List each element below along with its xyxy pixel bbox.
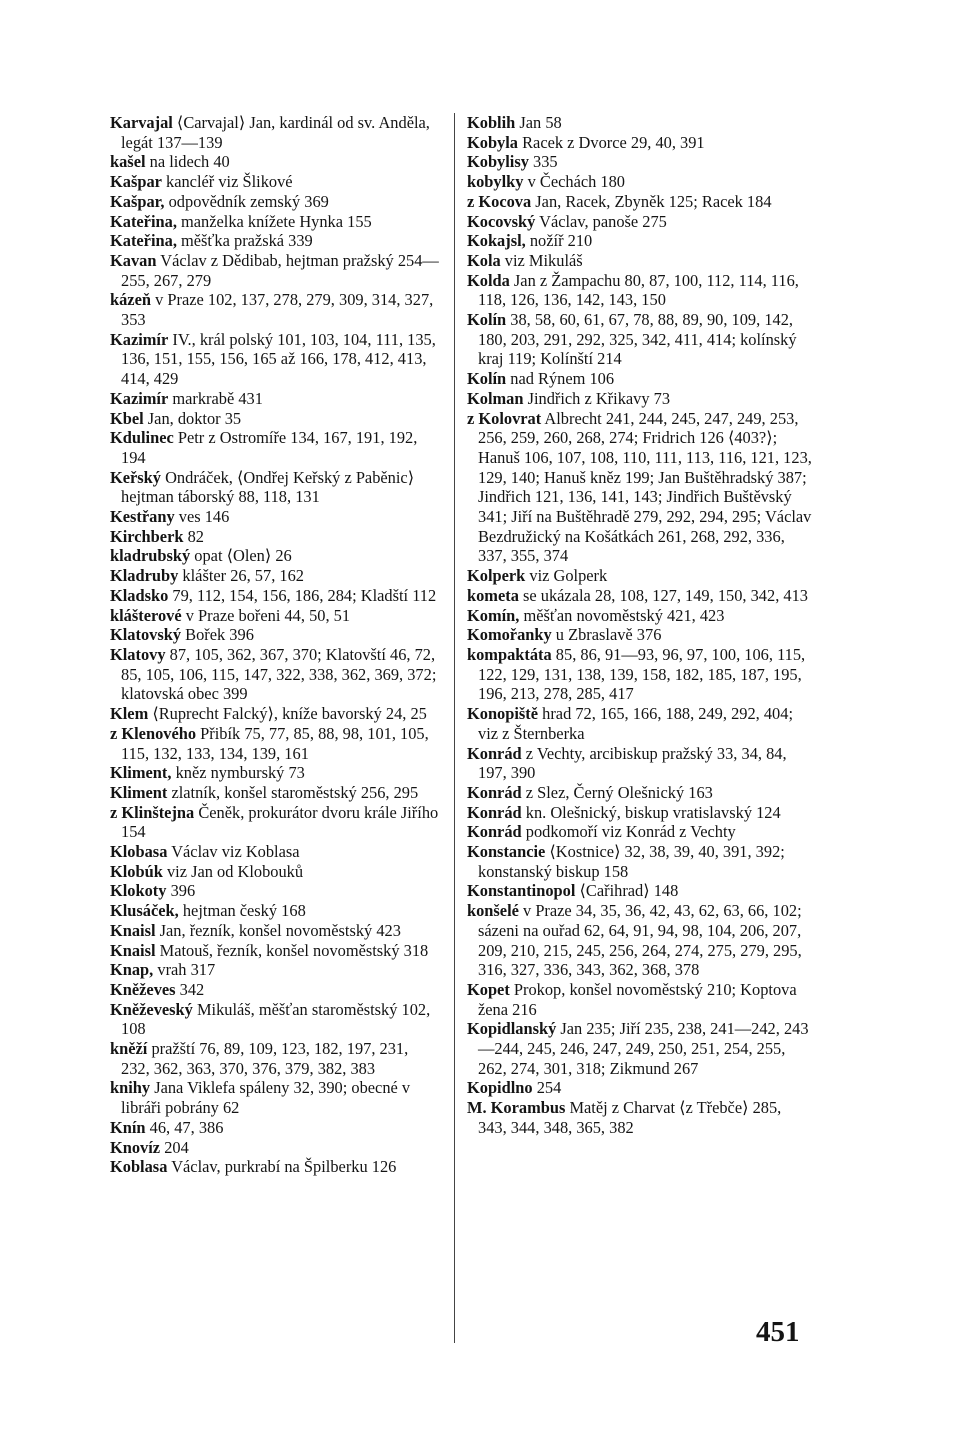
index-entry-references: Jan, řezník, konšel novoměstský 423 bbox=[155, 920, 401, 940]
index-entry bbox=[110, 724, 440, 763]
index-entry-references: manželka knížete Hynka 155 bbox=[176, 211, 372, 231]
index-entry-references: Čeněk, prokurátor dvoru krále Jiřího 154 bbox=[121, 802, 439, 842]
index-entry bbox=[467, 369, 813, 389]
index-entry-headword: kobylky bbox=[467, 172, 524, 192]
index-entry-headword: Kdulinec bbox=[110, 428, 174, 448]
index-entry-headword: Klatovy bbox=[110, 644, 166, 664]
index-entry-headword: Kola bbox=[467, 250, 501, 270]
index-entry bbox=[110, 1118, 440, 1138]
index-entry-headword: Konrád bbox=[467, 822, 522, 842]
index-entry-headword: Klobasa bbox=[110, 842, 168, 862]
index-entry bbox=[467, 901, 813, 980]
index-entry-references: Bořek 396 bbox=[181, 625, 254, 645]
index-entry bbox=[467, 803, 813, 823]
index-entry bbox=[467, 1098, 813, 1137]
index-entry-headword: Komín, bbox=[467, 605, 520, 625]
index-entry-headword: Knaisl bbox=[110, 920, 156, 940]
index-entry bbox=[110, 1039, 440, 1078]
index-entry bbox=[467, 645, 813, 704]
index-entry bbox=[110, 1000, 440, 1039]
index-entry-references: Jan, Racek, Zbyněk 125; Racek 184 bbox=[531, 191, 772, 211]
index-entry-headword: Kašpar bbox=[110, 172, 162, 192]
index-entry bbox=[467, 172, 813, 192]
index-entry-headword: knihy bbox=[110, 1078, 151, 1098]
index-entry-references: 79, 112, 154, 156, 186, 284; Kladští 112 bbox=[168, 585, 437, 605]
index-entry-headword: Kbel bbox=[110, 408, 144, 428]
index-entry-headword: Kolperk bbox=[467, 566, 526, 586]
index-entry bbox=[110, 507, 440, 527]
index-entry bbox=[110, 862, 440, 882]
index-entry-headword: Kavan bbox=[110, 250, 157, 270]
index-entry bbox=[467, 744, 813, 783]
index-entry-headword: Knovíz bbox=[110, 1137, 161, 1157]
index-entry-references: měšťan novoměstský 421, 423 bbox=[519, 605, 725, 625]
index-entry bbox=[110, 586, 440, 606]
index-entry-headword: z Klinštejna bbox=[110, 802, 195, 822]
index-column-left bbox=[110, 113, 440, 1177]
index-entry-headword: Karvajal bbox=[110, 113, 173, 132]
index-entry bbox=[110, 606, 440, 626]
index-entry bbox=[110, 645, 440, 704]
index-entry-headword: Klobúk bbox=[110, 861, 163, 881]
index-entry-references: 342 bbox=[175, 979, 205, 999]
index-entry-references: Jan, doktor 35 bbox=[143, 408, 242, 428]
index-entry-references: kancléř viz Šlikové bbox=[161, 172, 293, 192]
index-entry-references: vrah 317 bbox=[153, 960, 216, 980]
index-entry bbox=[467, 310, 813, 369]
index-entry-headword: Kestřany bbox=[110, 507, 175, 527]
index-entry-headword: Kocovský bbox=[467, 211, 536, 231]
index-entry bbox=[110, 152, 440, 172]
index-entry-headword: z Kocova bbox=[467, 191, 532, 211]
index-entry-headword: Kopidlno bbox=[467, 1078, 533, 1098]
index-entry bbox=[467, 212, 813, 232]
index-entry-references: viz Mikuláš bbox=[500, 250, 583, 270]
index-entry bbox=[467, 409, 813, 567]
index-entry-headword: Kladsko bbox=[110, 585, 169, 605]
index-entry bbox=[467, 980, 813, 1019]
index-entry-headword: Kolda bbox=[467, 270, 510, 290]
index-entry bbox=[110, 1078, 440, 1117]
index-entry-headword: konšelé bbox=[467, 901, 519, 921]
index-entry-references: Jan z Žampachu 80, 87, 100, 112, 114, 116, 118, 126, 136, 142, 143, 150 bbox=[478, 270, 799, 310]
index-entry-headword: Kokajsl, bbox=[467, 231, 526, 251]
index-entry-headword: z Kolovrat bbox=[467, 408, 542, 428]
index-entry-headword: Kněževeský bbox=[110, 999, 193, 1019]
index-entry-references: Václav z Dědibab, hejtman pražský 254—255, 267, 279 bbox=[121, 250, 439, 290]
index-entry-headword: Knín bbox=[110, 1117, 146, 1137]
index-entry-headword: Kolín bbox=[467, 369, 507, 389]
index-entry bbox=[467, 133, 813, 153]
index-entry-references: 396 bbox=[166, 881, 196, 901]
index-entry-references: Albrecht 241, 244, 245, 247, 249, 253, 256, 259, 260, 268, 274; Fridrich 126 ⟨403?⟩; Hanuš 106, 107, 108, 110, 111, 113, 116, 121, 123, 129, 140; Hanuš kněz 199; Jan Buštěhradský 387; Jindřich 121, 136, 141, 143; Jindřich Buštěvský 341; Jiří na Buštěhradě 279, 292, 294, 295; Václav Bezdružický na Košátkách 261, 268, 292, 336, 337, 355, 374 bbox=[478, 408, 812, 566]
index-entry-headword: Klem bbox=[110, 704, 149, 724]
index-entry bbox=[110, 527, 440, 547]
index-entry-headword: Kazimír bbox=[110, 388, 169, 408]
index-entry-references: ⟨Cařihrad⟩ 148 bbox=[575, 881, 679, 901]
index-entry bbox=[467, 783, 813, 803]
index-entry-references: zlatník, konšel staroměstský 256, 295 bbox=[167, 782, 419, 802]
index-entry-headword: Klatovský bbox=[110, 625, 182, 645]
index-entry bbox=[110, 546, 440, 566]
index-entry-references: se ukázala 28, 108, 127, 149, 150, 342, 413 bbox=[518, 585, 808, 605]
index-entry-headword: M. Korambus bbox=[467, 1098, 566, 1118]
index-entry-headword: Kateřina, bbox=[110, 231, 177, 251]
index-entry bbox=[110, 251, 440, 290]
index-entry-headword: kázeň bbox=[110, 290, 151, 310]
index-entry-headword: Kladruby bbox=[110, 566, 179, 586]
index-entry-headword: Kněževes bbox=[110, 979, 176, 999]
index-entry-references: v Praze bořeni 44, 50, 51 bbox=[181, 605, 351, 625]
index-entry-references: viz Golperk bbox=[525, 566, 608, 586]
index-entry bbox=[467, 625, 813, 645]
index-entry-references: ⟨Kostnice⟩ 32, 38, 39, 40, 391, 392; konstanský biskup 158 bbox=[478, 842, 785, 881]
index-entry-headword: kněží bbox=[110, 1039, 148, 1059]
index-entry-references: Jana Viklefa spáleny 32, 390; obecné v libráři pobrány 62 bbox=[121, 1078, 411, 1118]
index-entry bbox=[467, 1019, 813, 1078]
index-entry-headword: Kobyla bbox=[467, 132, 519, 152]
index-entry-references: ⟨Carvajal⟩ Jan, kardinál od sv. Anděla, legát 137—139 bbox=[121, 113, 430, 152]
index-column-right bbox=[467, 113, 813, 1138]
index-entry bbox=[110, 468, 440, 507]
index-entry-headword: kladrubský bbox=[110, 546, 191, 566]
index-entry-headword: Kolman bbox=[467, 388, 524, 408]
index-entry-references: 82 bbox=[183, 526, 204, 546]
index-entry-references: Jan 58 bbox=[515, 113, 562, 132]
index-entry-references: Jindřich z Křikavy 73 bbox=[523, 388, 671, 408]
index-entry bbox=[110, 803, 440, 842]
index-entry-headword: kašel bbox=[110, 152, 146, 172]
index-entry bbox=[467, 113, 813, 133]
index-entry-references: markrabě 431 bbox=[168, 388, 263, 408]
index-entry-headword: Komořanky bbox=[467, 625, 552, 645]
index-entry bbox=[467, 566, 813, 586]
index-entry bbox=[110, 901, 440, 921]
index-entry-headword: Kirchberk bbox=[110, 526, 184, 546]
index-entry-references: Racek z Dvorce 29, 40, 391 bbox=[518, 132, 705, 152]
index-entry-references: 87, 105, 362, 367, 370; Klatovští 46, 72, 85, 105, 106, 115, 147, 322, 338, 362, 369, 372; klatovská obec 399 bbox=[121, 644, 437, 704]
index-entry bbox=[467, 881, 813, 901]
index-entry-references: hrad 72, 165, 166, 188, 249, 292, 404; viz z Šternberka bbox=[478, 704, 793, 743]
index-entry-references: 204 bbox=[160, 1137, 189, 1157]
index-entry-references: viz Jan od Klobouků bbox=[162, 861, 304, 881]
index-entry-references: na lidech 40 bbox=[145, 152, 230, 172]
index-entry-references: podkomoří viz Konrád z Vechty bbox=[521, 822, 736, 842]
index-entry bbox=[110, 428, 440, 467]
index-entry-references: kněz nymburský 73 bbox=[171, 763, 305, 783]
index-entry-references: odpovědník zemský 369 bbox=[164, 191, 329, 211]
index-entry bbox=[467, 1078, 813, 1098]
index-entry bbox=[110, 881, 440, 901]
column-divider bbox=[454, 113, 455, 1343]
index-entry-headword: Kašpar, bbox=[110, 191, 165, 211]
index-entry-references: 335 bbox=[528, 152, 558, 172]
index-entry-references: Petr z Ostromíře 134, 167, 191, 192, 194 bbox=[121, 428, 418, 467]
index-entry bbox=[110, 231, 440, 251]
index-entry-references: Matěj z Charvat ⟨z Třebče⟩ 285, 343, 344, 348, 365, 382 bbox=[478, 1098, 782, 1137]
index-entry bbox=[467, 251, 813, 271]
index-entry bbox=[110, 1138, 440, 1158]
index-entry-references: Prokop, konšel novoměstský 210; Koptova žena 216 bbox=[478, 979, 797, 1019]
index-entry-references: Jan 235; Jiří 235, 238, 241—242, 243—244, 245, 246, 247, 249, 250, 251, 254, 255, 262, 274, 301, 318; Zikmund 267 bbox=[478, 1019, 809, 1078]
index-entry-headword: z Klenového bbox=[110, 723, 197, 743]
index-entry bbox=[110, 763, 440, 783]
index-entry-headword: Knaisl bbox=[110, 940, 156, 960]
index-entry-headword: Kazimír bbox=[110, 329, 169, 349]
index-entry-references: nožíř 210 bbox=[525, 231, 593, 251]
index-entry-references: ⟨Ruprecht Falcký⟩, kníže bavorský 24, 25 bbox=[148, 704, 427, 724]
index-entry bbox=[110, 921, 440, 941]
index-entry bbox=[110, 1157, 440, 1177]
index-entry bbox=[467, 271, 813, 310]
index-entry-references: kn. Olešnický, biskup vratislavský 124 bbox=[521, 802, 781, 822]
index-entry-headword: Konrád bbox=[467, 782, 522, 802]
index-entry-references: v Praze 102, 137, 278, 279, 309, 314, 327, 353 bbox=[121, 290, 434, 330]
index-entry bbox=[467, 152, 813, 172]
index-entry-headword: Kobylisy bbox=[467, 152, 529, 172]
index-entry-headword: Keřský bbox=[110, 467, 161, 487]
index-entry bbox=[110, 330, 440, 389]
index-entry bbox=[110, 980, 440, 1000]
index-entry-references: ves 146 bbox=[174, 507, 230, 527]
index-entry bbox=[110, 409, 440, 429]
index-entry-headword: Kateřina, bbox=[110, 211, 177, 231]
index-entry-references: Mikuláš, měšťan staroměstský 102, 108 bbox=[121, 999, 431, 1039]
index-entry bbox=[467, 704, 813, 743]
index-entry bbox=[467, 822, 813, 842]
index-entry bbox=[467, 606, 813, 626]
index-entry bbox=[110, 212, 440, 232]
index-entry-references: 46, 47, 386 bbox=[145, 1117, 224, 1137]
index-entry-references: klášter 26, 57, 162 bbox=[178, 566, 304, 586]
index-entry bbox=[110, 941, 440, 961]
index-entry-headword: Klusáček, bbox=[110, 901, 179, 921]
index-entry bbox=[110, 172, 440, 192]
index-entry bbox=[110, 192, 440, 212]
index-entry bbox=[110, 113, 440, 152]
index-entry-headword: Kopet bbox=[467, 979, 510, 999]
index-entry-references: 38, 58, 60, 61, 67, 78, 88, 89, 90, 109, 142, 180, 203, 291, 292, 325, 342, 411, 414; kolínský kraj 119; Kolínští 214 bbox=[478, 310, 797, 369]
index-entry-headword: Klokoty bbox=[110, 881, 167, 901]
index-entry-headword: Konopiště bbox=[467, 704, 539, 724]
index-entry-references: měšťka pražská 339 bbox=[176, 231, 313, 251]
page-number: 451 bbox=[756, 1316, 800, 1348]
index-entry-references: Matouš, řezník, konšel novoměstský 318 bbox=[155, 940, 429, 960]
index-entry-references: pražští 76, 89, 109, 123, 182, 197, 231, 232, 362, 363, 370, 376, 379, 382, 383 bbox=[121, 1039, 409, 1078]
index-entry-references: Václav, panoše 275 bbox=[535, 211, 667, 231]
index-entry bbox=[467, 389, 813, 409]
index-entry-references: Ondráček, ⟨Ondřej Keřský z Paběnic⟩ hejtman táborský 88, 118, 131 bbox=[121, 467, 415, 507]
index-entry-references: Přibík 75, 77, 85, 88, 98, 101, 105, 115, 132, 133, 134, 139, 161 bbox=[121, 723, 429, 763]
index-entry-references: z Vechty, arcibiskup pražský 33, 34, 84, 197, 390 bbox=[478, 743, 787, 783]
index-entry bbox=[110, 783, 440, 803]
index-entry-references: v Čechách 180 bbox=[523, 172, 625, 192]
index-entry-headword: kompaktáta bbox=[467, 644, 552, 664]
index-entry bbox=[110, 960, 440, 980]
index-entry bbox=[467, 586, 813, 606]
index-entry-headword: Kopidlanský bbox=[467, 1019, 557, 1039]
index-entry-headword: Konstancie bbox=[467, 842, 546, 862]
index-entry-headword: Konrád bbox=[467, 802, 522, 822]
index-entry-headword: Konstantinopol bbox=[467, 881, 576, 901]
index-entry-references: Václav viz Koblasa bbox=[167, 842, 300, 862]
index-entry-headword: klášterové bbox=[110, 605, 182, 625]
index-entry bbox=[110, 389, 440, 409]
index-entry bbox=[110, 566, 440, 586]
index-entry-references: 85, 86, 91—93, 96, 97, 100, 106, 115, 122, 129, 131, 138, 139, 158, 182, 185, 187, 195, 196, 213, 278, 285, 417 bbox=[478, 644, 806, 704]
index-entry-references: opat ⟨Olen⟩ 26 bbox=[190, 546, 292, 566]
index-entry-references: hejtman český 168 bbox=[178, 901, 306, 921]
index-entry bbox=[110, 842, 440, 862]
index-entry-references: Václav, purkrabí na Špilberku 126 bbox=[167, 1157, 397, 1177]
index-entry-headword: Kliment, bbox=[110, 763, 172, 783]
index-entry-headword: Kliment bbox=[110, 782, 168, 802]
index-entry-references: nad Rýnem 106 bbox=[506, 369, 615, 389]
index-entry bbox=[467, 842, 813, 881]
index-entry-references: u Zbraslavě 376 bbox=[551, 625, 662, 645]
index-entry-references: IV., král polský 101, 103, 104, 111, 135, 136, 151, 155, 156, 165 až 166, 178, 412, 413, 414, 429 bbox=[121, 329, 436, 389]
index-entry-headword: Koblasa bbox=[110, 1157, 168, 1177]
index-entry bbox=[110, 290, 440, 329]
index-entry-references: 254 bbox=[532, 1078, 562, 1098]
index-entry bbox=[467, 192, 813, 212]
index-entry-headword: kometa bbox=[467, 585, 519, 605]
index-entry bbox=[110, 704, 440, 724]
index-entry-headword: Knap, bbox=[110, 960, 154, 980]
index-entry-headword: Konrád bbox=[467, 743, 522, 763]
index-entry-headword: Koblih bbox=[467, 113, 516, 132]
index-entry-references: v Praze 34, 35, 36, 42, 43, 62, 63, 66, 102; sázeni na ouřad 62, 64, 91, 94, 98, 104, 206, 207, 209, 210, 215, 245, 256, 264, 274, 275, 279, 295, 316, 327, 336, 343, 362, 368, 378 bbox=[478, 901, 802, 980]
index-entry bbox=[110, 625, 440, 645]
index-entry-headword: Kolín bbox=[467, 310, 507, 330]
index-entry-references: z Slez, Černý Olešnický 163 bbox=[521, 782, 713, 802]
index-entry bbox=[467, 231, 813, 251]
